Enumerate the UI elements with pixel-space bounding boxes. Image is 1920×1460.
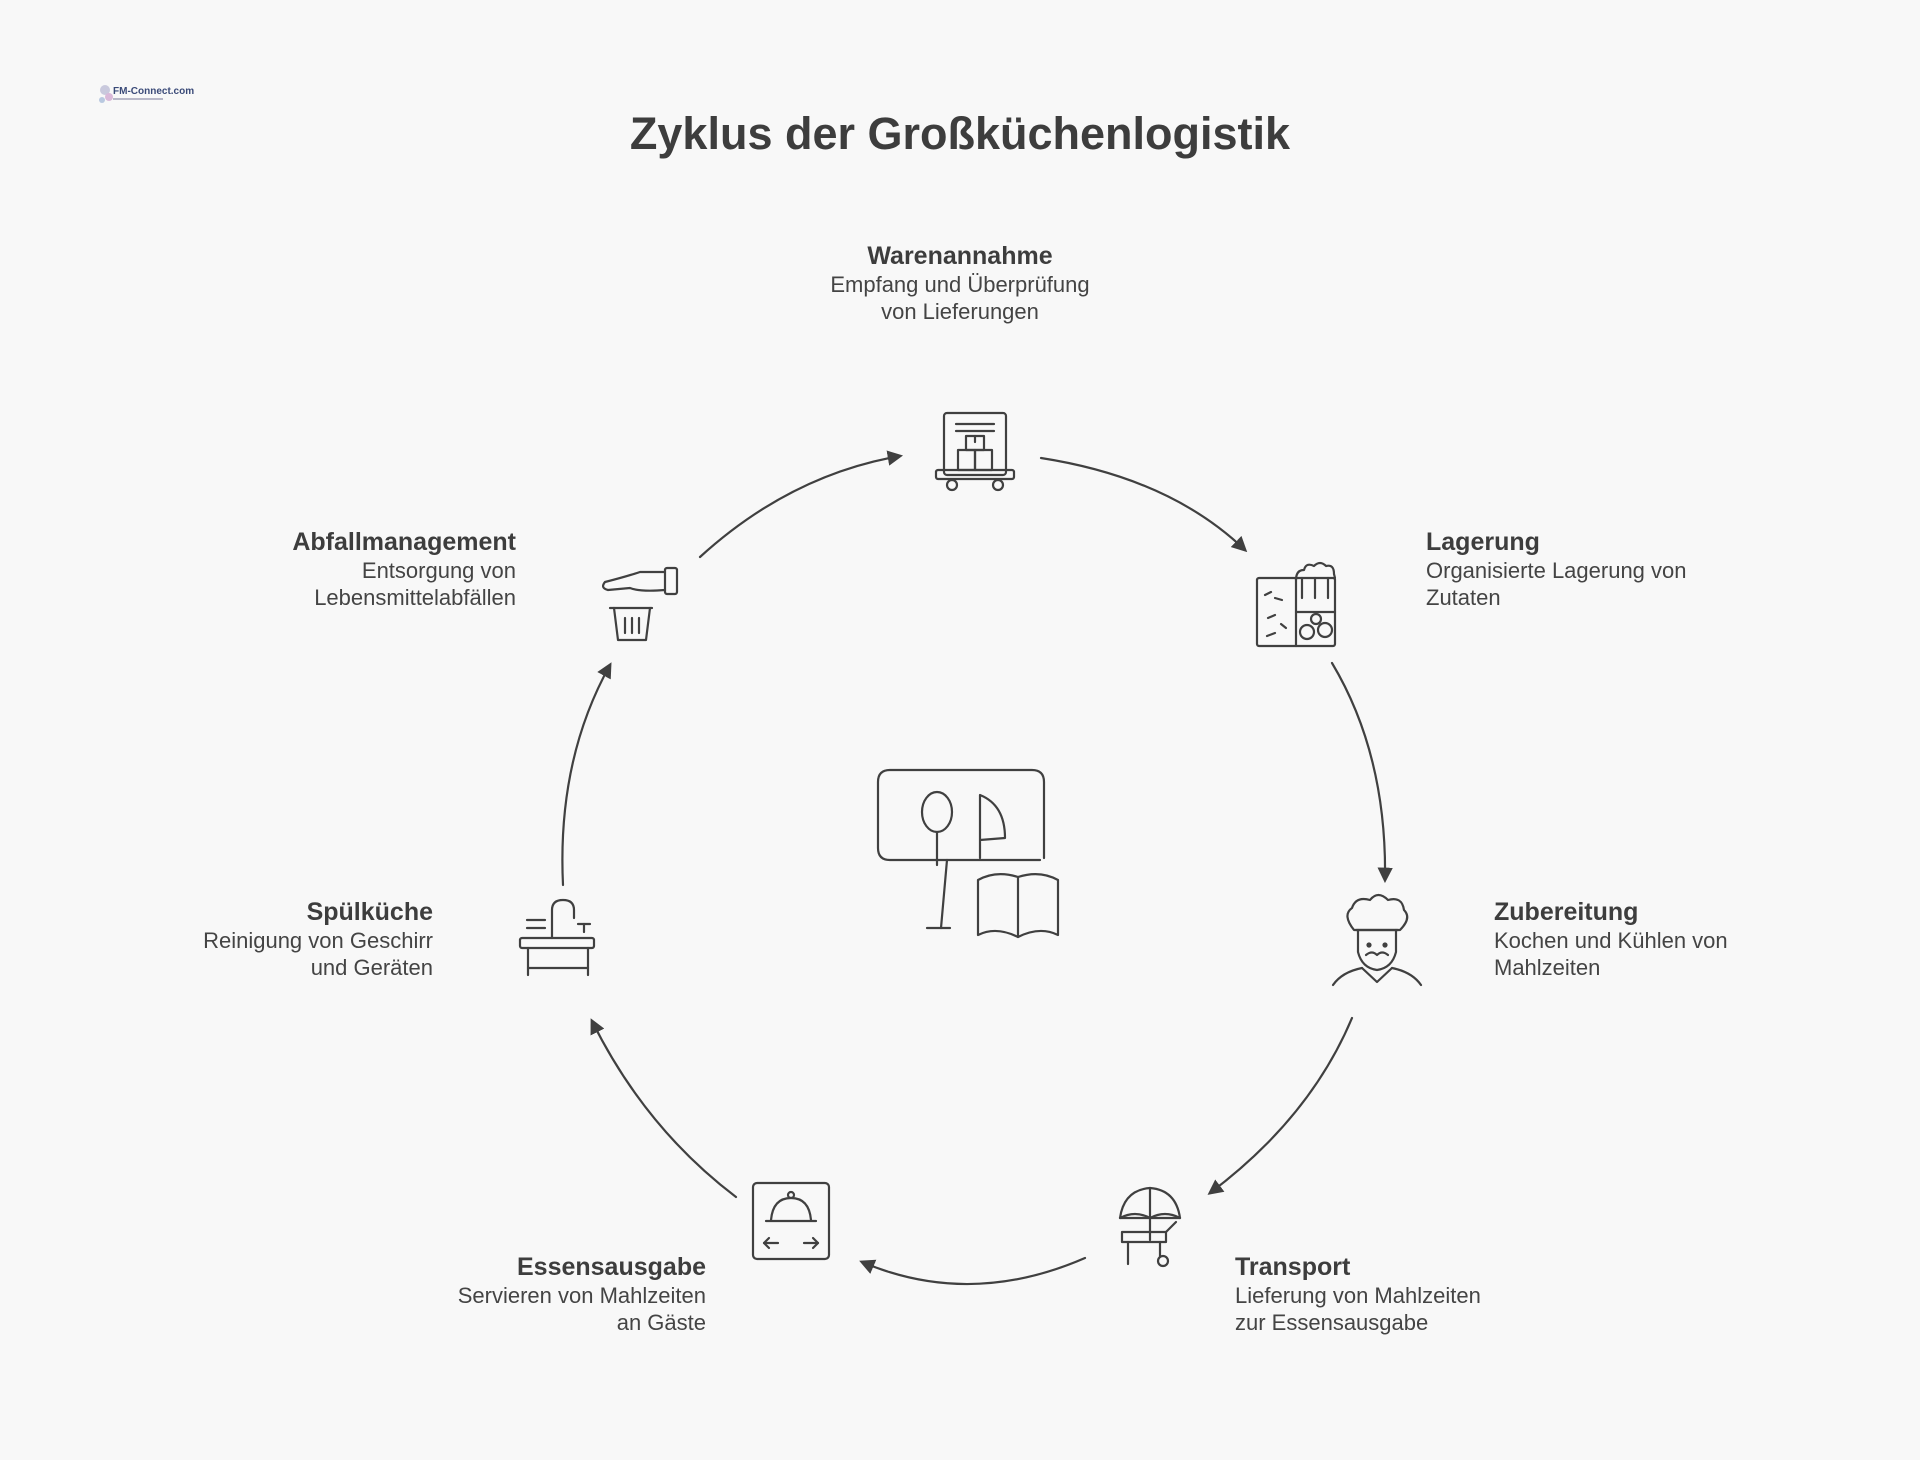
arrow-essensausgabe-to-spuelkueche (592, 1021, 736, 1197)
step-desc-spuelkueche-line1: Reinigung von Geschirr (203, 928, 433, 953)
step-name-lagerung: Lagerung (1426, 528, 1540, 556)
step-desc-zubereitung-line1: Kochen und Kühlen von (1494, 928, 1728, 953)
arrow-zubereitung-to-transport (1210, 1018, 1352, 1193)
arrow-spuelkueche-to-abfallmanagement (562, 665, 610, 885)
step-desc-zubereitung-line2: Mahlzeiten (1494, 955, 1601, 980)
waste-bin-icon (603, 568, 677, 640)
arrow-warenannahme-to-lagerung (1041, 458, 1245, 550)
menu-screen-book-icon (878, 770, 1058, 937)
logo-text: FM-Connect.com (113, 86, 195, 97)
step-desc-lagerung-line1: Organisierte Lagerung von (1426, 558, 1687, 583)
sink-icon (520, 900, 594, 975)
arrow-transport-to-essensausgabe (862, 1258, 1085, 1284)
step-desc-warenannahme-line2: von Lieferungen (881, 299, 1039, 324)
step-label-zubereitung (1494, 897, 1834, 981)
storage-shelf-icon (1257, 563, 1335, 646)
step-label-essensausgabe (366, 1252, 706, 1336)
step-desc-essensausgabe-line1: Servieren von Mahlzeiten (457, 1283, 706, 1308)
step-label-lagerung (1426, 527, 1766, 611)
step-label-transport (1235, 1252, 1575, 1336)
step-label-spuelkueche (93, 897, 433, 981)
delivery-cart-icon (936, 413, 1014, 490)
step-label-abfallmanagement (176, 527, 516, 611)
step-name-essensausgabe: Essensausgabe (517, 1253, 706, 1281)
step-desc-abfallmanagement-line2: Lebensmittelabfällen (314, 585, 516, 610)
step-desc-spuelkueche-line2: und Geräten (310, 955, 433, 980)
step-desc-transport-line2: zur Essensausgabe (1235, 1310, 1429, 1335)
arrow-lagerung-to-zubereitung (1332, 663, 1385, 880)
step-name-spuelkueche: Spülküche (306, 898, 433, 926)
step-desc-abfallmanagement-line1: Entsorgung von (361, 558, 516, 583)
step-desc-warenannahme-line1: Empfang und Überprüfung (830, 272, 1090, 297)
food-cart-umbrella-icon (1120, 1188, 1180, 1266)
step-desc-transport-line1: Lieferung von Mahlzeiten (1235, 1283, 1481, 1308)
page-title: Zyklus der Großküchenlogistik (629, 108, 1291, 159)
step-name-transport: Transport (1235, 1253, 1351, 1281)
step-desc-essensausgabe-line2: an Gäste (616, 1310, 706, 1335)
step-name-abfallmanagement: Abfallmanagement (292, 528, 516, 556)
serving-cloche-icon (753, 1183, 829, 1259)
step-desc-lagerung-line2: Zutaten (1426, 585, 1501, 610)
chef-icon (1333, 895, 1421, 985)
step-name-warenannahme: Warenannahme (867, 242, 1053, 270)
arrow-abfallmanagement-to-warenannahme (700, 456, 900, 557)
step-name-zubereitung: Zubereitung (1494, 898, 1639, 926)
step-label-warenannahme (790, 241, 1130, 325)
